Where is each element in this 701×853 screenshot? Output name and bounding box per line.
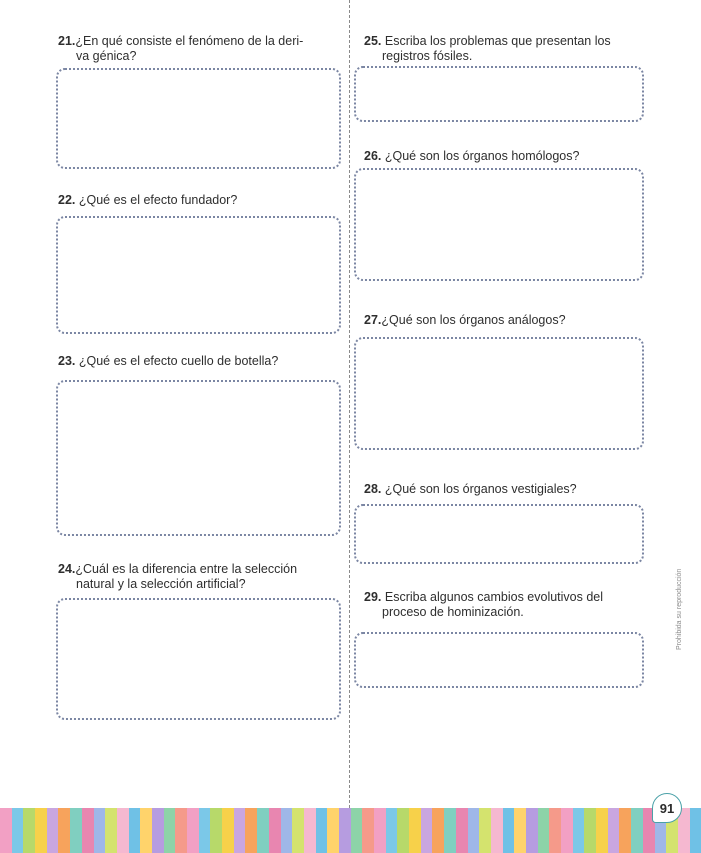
stripe xyxy=(70,808,82,853)
stripe xyxy=(631,808,643,853)
stripe xyxy=(491,808,503,853)
stripe xyxy=(479,808,491,853)
question-22: 22. ¿Qué es el efecto fundador? xyxy=(58,193,238,207)
stripe xyxy=(584,808,596,853)
stripe xyxy=(596,808,608,853)
question-26: 26. ¿Qué son los órganos homólogos? xyxy=(364,149,580,163)
stripe xyxy=(234,808,246,853)
stripe xyxy=(456,808,468,853)
stripe xyxy=(0,808,12,853)
stripe xyxy=(281,808,293,853)
stripe xyxy=(503,808,515,853)
stripe xyxy=(82,808,94,853)
stripe xyxy=(514,808,526,853)
stripe xyxy=(94,808,106,853)
column-divider xyxy=(349,0,350,808)
answer-box-25[interactable] xyxy=(354,66,644,122)
answer-box-24[interactable] xyxy=(56,598,341,720)
answer-box-23[interactable] xyxy=(56,380,341,536)
stripe xyxy=(327,808,339,853)
answer-box-28[interactable] xyxy=(354,504,644,564)
stripe xyxy=(164,808,176,853)
stripe xyxy=(549,808,561,853)
answer-box-21[interactable] xyxy=(56,68,341,169)
answer-box-29[interactable] xyxy=(354,632,644,688)
question-25: 25. Escriba los problemas que presentan los registros fósiles. xyxy=(364,34,611,63)
stripe xyxy=(432,808,444,853)
stripe xyxy=(304,808,316,853)
stripe xyxy=(444,808,456,853)
stripe xyxy=(690,808,701,853)
stripe xyxy=(269,808,281,853)
stripe xyxy=(374,808,386,853)
stripe xyxy=(35,808,47,853)
stripe xyxy=(117,808,129,853)
stripe xyxy=(619,808,631,853)
question-21: 21.¿En qué consiste el fenómeno de la deri- va génica? xyxy=(58,34,304,63)
copyright-notice: Prohibida su reproducción xyxy=(676,568,683,650)
answer-box-22[interactable] xyxy=(56,216,341,334)
stripe xyxy=(573,808,585,853)
stripe xyxy=(23,808,35,853)
answer-box-27[interactable] xyxy=(354,337,644,450)
stripe xyxy=(105,808,117,853)
stripe xyxy=(47,808,59,853)
stripe xyxy=(152,808,164,853)
stripe xyxy=(608,808,620,853)
question-29: 29. Escriba algunos cambios evolutivos del proceso de hominización. xyxy=(364,590,604,619)
stripe xyxy=(526,808,538,853)
stripe xyxy=(409,808,421,853)
stripe xyxy=(245,808,257,853)
stripe xyxy=(222,808,234,853)
stripe xyxy=(561,808,573,853)
stripe xyxy=(175,808,187,853)
stripe xyxy=(292,808,304,853)
stripe xyxy=(421,808,433,853)
stripe xyxy=(351,808,363,853)
question-24: 24.¿Cuál es la diferencia entre la selección natural y la selección artificial? xyxy=(58,562,298,591)
question-28: 28. ¿Qué son los órganos vestigiales? xyxy=(364,482,577,496)
stripe xyxy=(468,808,480,853)
stripe xyxy=(339,808,351,853)
question-27: 27.¿Qué son los órganos análogos? xyxy=(364,313,566,327)
stripe xyxy=(187,808,199,853)
stripe xyxy=(140,808,152,853)
stripe xyxy=(257,808,269,853)
answer-box-26[interactable] xyxy=(354,168,644,281)
stripe xyxy=(199,808,211,853)
decorative-stripe-band xyxy=(0,808,701,853)
stripe xyxy=(316,808,328,853)
stripe xyxy=(12,808,24,853)
stripe xyxy=(129,808,141,853)
stripe xyxy=(386,808,398,853)
page-number: 91 xyxy=(659,800,675,816)
question-23: 23. ¿Qué es el efecto cuello de botella? xyxy=(58,354,279,368)
stripe xyxy=(538,808,550,853)
stripe xyxy=(58,808,70,853)
stripe xyxy=(362,808,374,853)
stripe xyxy=(397,808,409,853)
page-number-badge xyxy=(652,793,682,823)
stripe xyxy=(210,808,222,853)
